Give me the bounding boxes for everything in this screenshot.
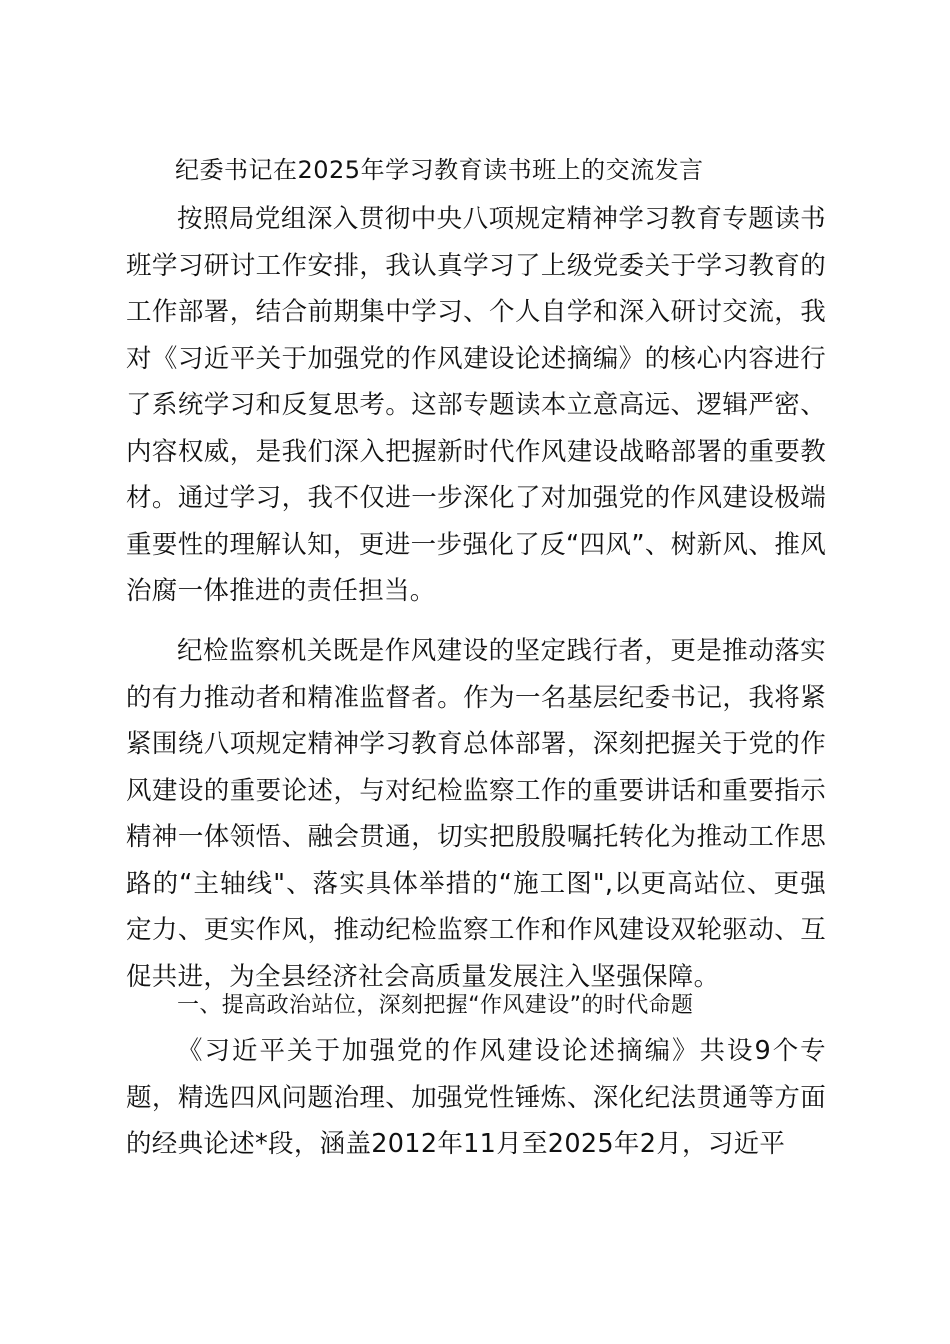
paragraph-intro: 按照局党组深入贯彻中央八项规定精神学习教育专题读书班学习研讨工作安排，我认真学习了上级党委关于学习教育的工作部署，结合前期集中学习、个人自学和深入研讨交流，我对《习近平关于加强党的作风建设论述摘编》的核心内容进行了系统学习和反复思考。这部专题读本立意高远、逻辑严密、内容权威，是我们深入把握新时代作风建设战略部署的重要教材。通过学习，我不仅进一步深化了对加强党的作风建设极端重要性的理解认知，更进一步强化了反“四风”、树新风、推风治腐一体推进的责任担当。 bbox=[126, 204, 826, 606]
paragraph-commitment: 纪检监察机关既是作风建设的坚定践行者，更是推动落实的有力推动者和精准监督者。作为一名基层纪委书记，我将紧紧围绕八项规定精神学习教育总体部署，深刻把握关于党的作风建设的重要论述，与对纪检监察工作的重要讲话和重要指示精神一体领悟、融会贯通，切实把殷殷嘱托转化为推动工作思路的“主轴线"、落实具体举措的“施工图",以更高站位、更强定力、更实作风，推动纪检监察工作和作风建设双轮驱动、互促共进，为全县经济社会高质量发展注入坚强保障。 bbox=[126, 636, 826, 992]
document-title: 纪委书记在2025年学习教育读书班上的交流发言 bbox=[175, 156, 704, 184]
paragraph-section-one: 《习近平关于加强党的作风建设论述摘编》共设9个专题，精选四风问题治理、加强党性锤炼、深化纪法贯通等方面的经典论述*段，涵盖2012年11月至2025年2月，习近平 bbox=[126, 1036, 826, 1159]
section-heading: 一、提高政治站位，深刻把握“作风建设”的时代命题 bbox=[177, 993, 694, 1018]
